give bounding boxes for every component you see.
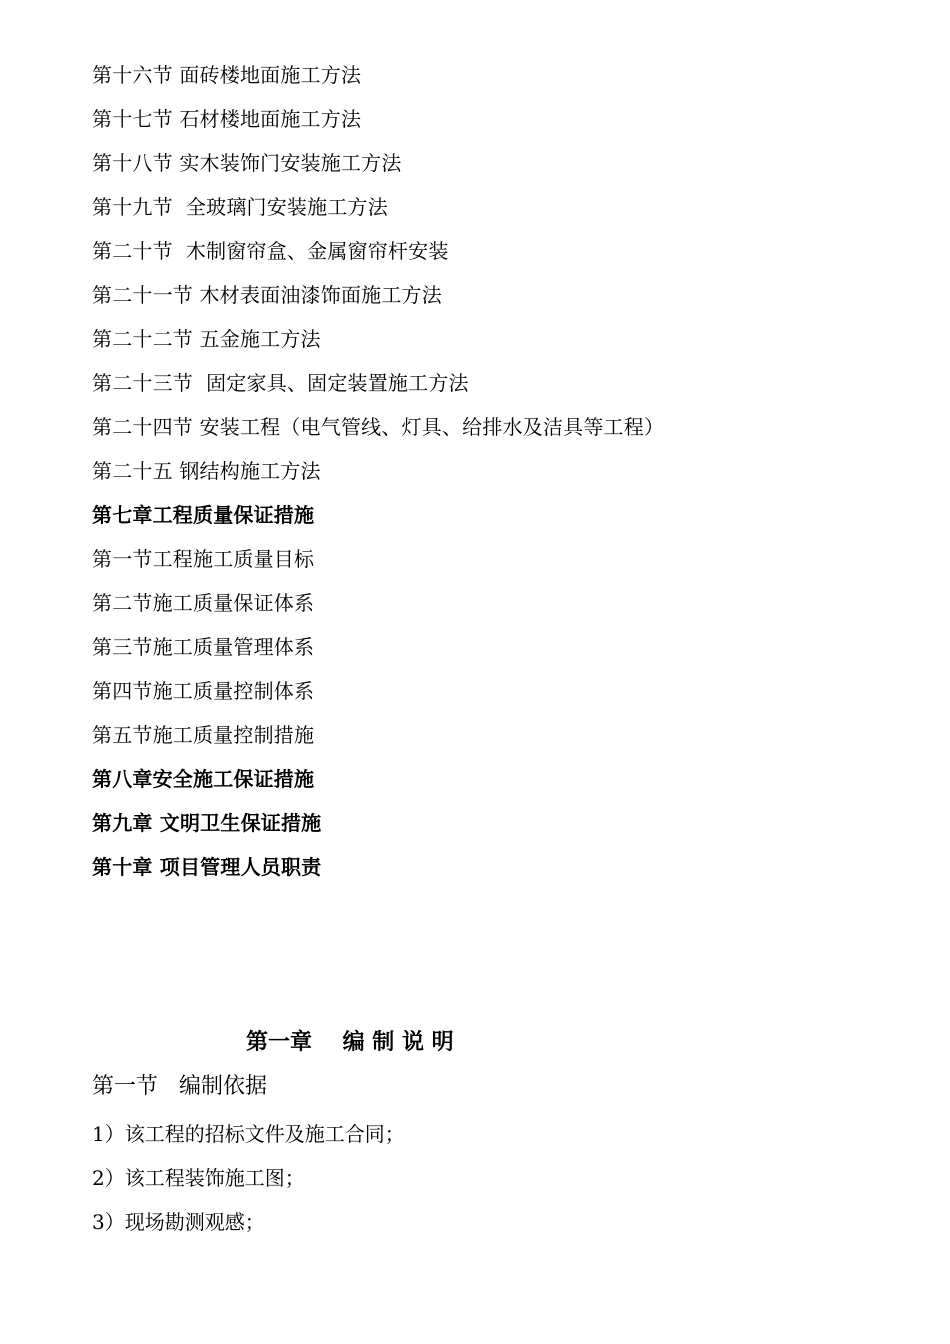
toc-chapter-7: 第七章工程质量保证措施 — [92, 503, 315, 527]
toc-item-23: 第二十三节 固定家具、固定装置施工方法 — [92, 371, 469, 395]
toc-item-16: 第十六节 面砖楼地面施工方法 — [92, 63, 362, 87]
toc-ch7-section-2: 第二节施工质量保证体系 — [92, 591, 315, 615]
chapter-title: 第一章 编 制 说 明 — [246, 1030, 454, 1055]
section-title: 第一节 编制依据 — [92, 1074, 267, 1099]
toc-item-21: 第二十一节 木材表面油漆饰面施工方法 — [92, 283, 442, 307]
toc-item-24: 第二十四节 安装工程（电气管线、灯具、给排水及洁具等工程） — [92, 415, 665, 439]
toc-item-17: 第十七节 石材楼地面施工方法 — [92, 107, 362, 131]
toc-chapter-9: 第九章 文明卫生保证措施 — [92, 811, 322, 835]
basis-item-3: 3）现场勘测观感； — [92, 1210, 265, 1234]
toc-ch7-section-5: 第五节施工质量控制措施 — [92, 723, 315, 747]
toc-ch7-section-1: 第一节工程施工质量目标 — [92, 547, 315, 571]
toc-item-20: 第二十节 木制窗帘盒、金属窗帘杆安装 — [92, 239, 449, 263]
toc-chapter-10: 第十章 项目管理人员职责 — [92, 855, 322, 879]
toc-item-25: 第二十五 钢结构施工方法 — [92, 459, 321, 483]
toc-ch7-section-3: 第三节施工质量管理体系 — [92, 635, 315, 659]
basis-item-1: 1）该工程的招标文件及施工合同； — [92, 1122, 405, 1146]
toc-chapter-8: 第八章安全施工保证措施 — [92, 767, 315, 791]
toc-ch7-section-4: 第四节施工质量控制体系 — [92, 679, 315, 703]
toc-item-22: 第二十二节 五金施工方法 — [92, 327, 321, 351]
toc-item-18: 第十八节 实木装饰门安装施工方法 — [92, 151, 402, 175]
toc-item-19: 第十九节 全玻璃门安装施工方法 — [92, 195, 388, 219]
basis-item-2: 2）该工程装饰施工图； — [92, 1166, 305, 1190]
